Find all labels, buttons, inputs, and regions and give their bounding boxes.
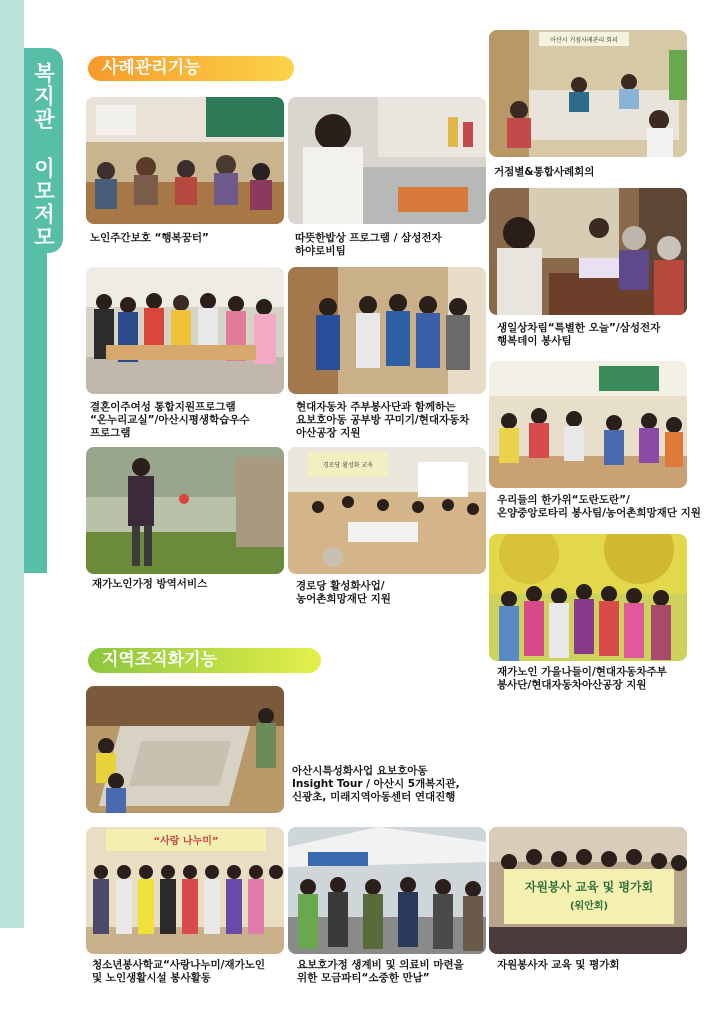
caption-senior-daycare: 노인주간보호 “행복꿈터”	[90, 232, 209, 244]
sidebar-tab	[24, 48, 63, 253]
photo-case-meeting	[489, 30, 687, 157]
caption-meal-program: 따뜻한밥상 프로그램 / 삼성전자 하야로비팀	[295, 232, 442, 257]
caption-insight-tour: 아산시특성화사업 요보호아동 Insight Tour / 아산시 5개복지관, 신광초, 미래지역아동센터 연대진행	[292, 765, 460, 803]
photo-immigrant-women	[86, 267, 284, 394]
caption-disinfection: 재가노인가정 방역서비스	[92, 578, 208, 590]
sidebar-strip	[24, 253, 47, 573]
volunteer-banner-text-2: (워안회)	[569, 901, 609, 912]
sidebar-title: 복지관 이모저모	[31, 62, 56, 249]
caption-immigrant-women: 결혼이주여성 통합지원프로그램 “온누리교실”/아산시평생학습우수 프로그램	[90, 401, 250, 439]
caption-youth-volunteer: 청소년봉사학교“사랑나누미/재가노인 및 노인생활시설 봉사활동	[92, 959, 266, 984]
caption-chuseok: 우리들의 한가위“도란도란”/ 온양중앙로타리 봉사팀/농어촌희망재단 지원	[497, 494, 701, 519]
photo-volunteer-training	[489, 827, 687, 954]
caption-case-meeting: 거점별&통합사례회의	[494, 166, 595, 178]
photo-senior-daycare	[86, 97, 284, 224]
caption-study-room: 현대자동차 주부봉사단과 함께하는 요보호아동 공부방 꾸미기/현대자동차 아산공장 지원	[296, 401, 470, 439]
photo-chuseok	[489, 361, 687, 488]
photo-senior-center	[288, 447, 486, 574]
section-case-management: 사례관리기능	[88, 56, 294, 81]
photo-disinfection	[86, 447, 284, 574]
volunteer-banner-text-1: 자원봉사 교육 및 평가회	[524, 880, 654, 894]
meeting-banner-text: 아산시 거점사례관리 회의	[550, 37, 618, 44]
sarang-banner-text: “사랑 나누미”	[153, 836, 219, 847]
photo-insight-tour	[86, 686, 284, 813]
section-community-org: 지역조직화기능	[88, 648, 321, 673]
photo-study-room	[288, 267, 486, 394]
gyeongno-banner-text: 경로당 활성화 교육	[322, 462, 374, 469]
photo-youth-volunteer	[86, 827, 284, 954]
caption-senior-center: 경로당 활성화사업/ 농어촌희망재단 지원	[296, 580, 391, 605]
caption-autumn-outing: 재가노인 가을나들이/현대자동차주부 봉사단/현대자동차아산공장 지원	[497, 666, 667, 691]
photo-birthday	[489, 188, 687, 315]
photo-autumn-outing	[489, 534, 687, 661]
photo-fundraising	[288, 827, 486, 954]
sidebar-background	[0, 0, 24, 928]
caption-birthday: 생일상차림“특별한 오늘”/삼성전자 행복데이 봉사팀	[497, 322, 661, 347]
photo-meal-program	[288, 97, 486, 224]
caption-fundraising: 요보호가정 생계비 및 의료비 마련을 위한 모금파티“소중한 만남”	[297, 959, 464, 984]
caption-volunteer-training: 자원봉사자 교육 및 평가회	[497, 959, 620, 971]
